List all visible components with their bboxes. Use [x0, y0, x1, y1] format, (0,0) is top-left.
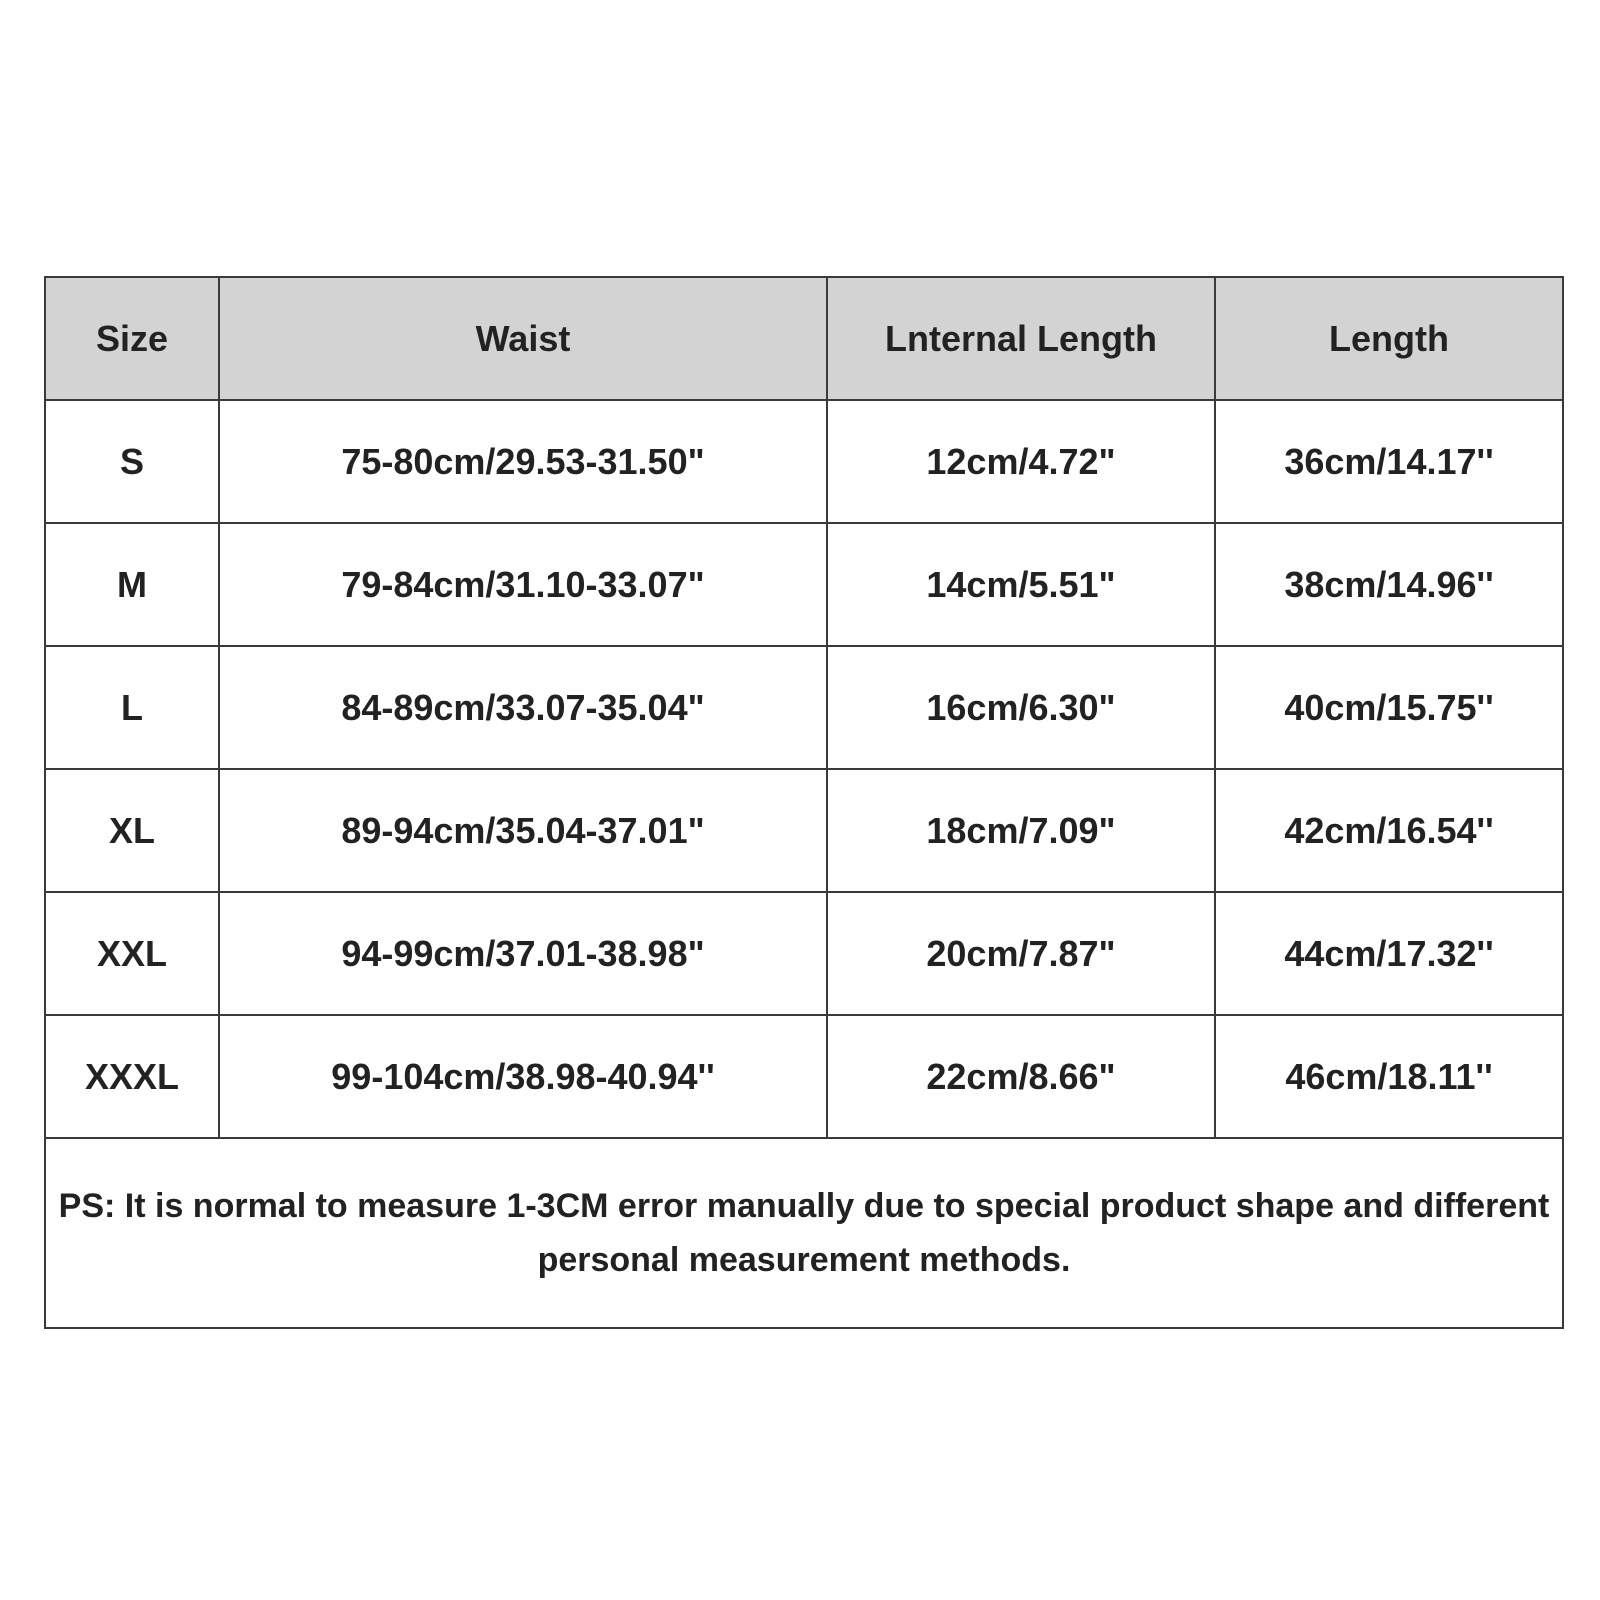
cell-size: XXXL: [45, 1015, 219, 1138]
cell-waist: 79-84cm/31.10-33.07": [219, 523, 827, 646]
cell-size: L: [45, 646, 219, 769]
cell-internal-length: 22cm/8.66": [827, 1015, 1215, 1138]
table-row: [45, 400, 1563, 523]
header-internal-length: Lnternal Length: [827, 277, 1215, 400]
cell-size: S: [45, 400, 219, 523]
size-chart-table: [44, 276, 1564, 1329]
header-length: Length: [1215, 277, 1563, 400]
cell-internal-length: 16cm/6.30": [827, 646, 1215, 769]
cell-internal-length: 18cm/7.09": [827, 769, 1215, 892]
cell-length: 42cm/16.54'': [1215, 769, 1563, 892]
table-row: [45, 892, 1563, 1015]
cell-internal-length: 12cm/4.72": [827, 400, 1215, 523]
table-row: [45, 1015, 1563, 1138]
cell-size: XL: [45, 769, 219, 892]
cell-length: 38cm/14.96'': [1215, 523, 1563, 646]
measurement-note: PS: It is normal to measure 1-3CM error manually due to special product shape and different personal measurement methods.: [45, 1138, 1563, 1328]
cell-waist: 84-89cm/33.07-35.04": [219, 646, 827, 769]
note-row: [45, 1138, 1563, 1328]
header-waist: Waist: [219, 277, 827, 400]
table-row: [45, 769, 1563, 892]
header-row: [45, 277, 1563, 400]
cell-internal-length: 20cm/7.87": [827, 892, 1215, 1015]
cell-size: M: [45, 523, 219, 646]
header-size: Size: [45, 277, 219, 400]
cell-internal-length: 14cm/5.51": [827, 523, 1215, 646]
cell-waist: 89-94cm/35.04-37.01": [219, 769, 827, 892]
cell-waist: 94-99cm/37.01-38.98": [219, 892, 827, 1015]
cell-size: XXL: [45, 892, 219, 1015]
cell-length: 40cm/15.75'': [1215, 646, 1563, 769]
cell-length: 44cm/17.32'': [1215, 892, 1563, 1015]
cell-length: 46cm/18.11'': [1215, 1015, 1563, 1138]
table-row: [45, 523, 1563, 646]
cell-waist: 99-104cm/38.98-40.94'': [219, 1015, 827, 1138]
table-row: [45, 646, 1563, 769]
cell-length: 36cm/14.17'': [1215, 400, 1563, 523]
cell-waist: 75-80cm/29.53-31.50": [219, 400, 827, 523]
